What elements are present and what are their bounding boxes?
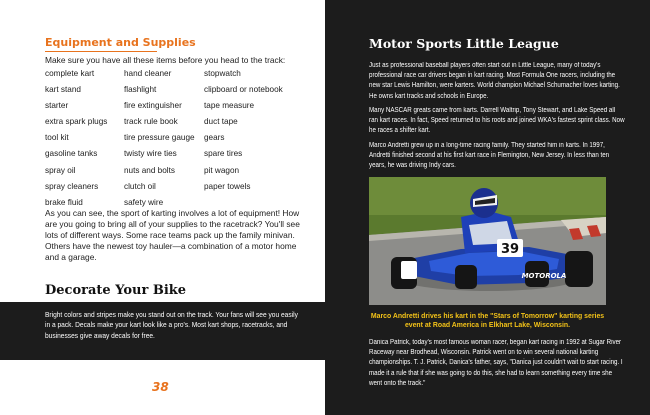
- equipment-heading: Equipment and Supplies: [45, 36, 196, 49]
- equipment-body: As you can see, the sport of karting involves a lot of equipment! How are you going to bring all of your supplies to the racetrack? You'll see lots of different ways. Some race teams pack up the family minivan. Others have the newest toy hauler—a combination of a motor home and a garage.: [45, 208, 300, 262]
- supply-item: flashlight: [124, 85, 157, 95]
- kart-number: 39: [500, 242, 520, 257]
- supply-item: stopwatch: [204, 69, 241, 78]
- decorate-body: Bright colors and stripes make you stand out on the track. Your fans will see you easily in a pack. Decals make your kart look like a pro's. Most kart shops, racetracks, and businesses give away decals for free.: [45, 310, 298, 340]
- rear-right-tire: [565, 251, 593, 287]
- supply-item: extra spark plugs: [45, 117, 108, 127]
- paragraph-andretti: Marco Andretti grew up in a long-time racing family. They started him in karts. In 1997, Andretti finished second at his first kart race in Flemington, New Jersey. In less than ten years, he was driving Indy cars.: [369, 142, 610, 170]
- paragraph-little-league: Just as professional baseball players often start out in Little League, many of today's professional race car drivers began in kart racing. Most Formula One racers, including the new star Lewis Hamilton, were karters. World champion Michael Schumacher loves karting. He owns kart tracks and schools in Europe.: [369, 62, 620, 100]
- supply-item: gears: [204, 133, 225, 143]
- photo-caption: Marco Andretti drives his kart in the "Stars of Tomorrow" karting series event at Road America in Elkhart Lake, Wisconsin.: [370, 313, 605, 330]
- supply-item: twisty wire ties: [124, 149, 177, 159]
- supply-item: complete kart: [45, 69, 95, 78]
- equipment-intro: Make sure you have all these items before you head to the track:: [45, 55, 286, 65]
- right-page: [325, 0, 650, 415]
- supply-item: fire extinguisher: [124, 101, 182, 111]
- supply-item: spare tires: [204, 149, 243, 159]
- supply-item: paper towels: [204, 181, 251, 191]
- motor-sports-heading: Motor Sports Little League: [369, 36, 559, 51]
- supply-item: kart stand: [45, 85, 81, 95]
- supply-item: pit wagon: [204, 165, 240, 175]
- page-number: 38: [152, 380, 169, 394]
- supply-item: gasoline tanks: [45, 149, 98, 159]
- supply-item: nuts and bolts: [124, 165, 175, 175]
- supply-item: spray oil: [45, 165, 76, 175]
- supply-item: spray cleaners: [45, 181, 99, 191]
- supply-item: starter: [45, 101, 69, 111]
- supply-item: safety wire: [124, 197, 164, 207]
- supply-item: tape measure: [204, 101, 255, 111]
- decorate-heading: Decorate Your Bike: [45, 283, 187, 298]
- paragraph-nascar: Many NASCAR greats came from karts. Darrell Waltrip, Tony Stewart, and Lake Speed all ran kart races. In fact, Speed returned to his roots and joined WKA's fastest sprint class. Now he races a shifter kart.: [369, 107, 625, 135]
- kart-photo: [369, 177, 606, 305]
- paragraph-danica: Danica Patrick, today's most famous woman racer, began kart racing in 1992 at Sugar River Raceway near Brodhead, Wisconsin. Patrick went on to win several national karting championships. T. J. Patrick, Danica's father, says, "Danica just couldn't wait to start racing. I made it a rule that if she was going to do this, she had to learn something every time she went onto the track.": [369, 339, 623, 387]
- supply-item: hand cleaner: [124, 69, 172, 78]
- supply-item: clutch oil: [124, 181, 156, 191]
- supply-item: track rule book: [124, 117, 178, 127]
- supply-list: [45, 66, 320, 211]
- sponsor-decal: MOTOROLA: [521, 272, 567, 280]
- supply-item: tire pressure gauge: [124, 133, 195, 143]
- equipment-heading-underline: [45, 51, 157, 52]
- supply-item: brake fluid: [45, 197, 83, 207]
- supply-item: tool kit: [45, 133, 69, 143]
- supply-item: clipboard or notebook: [204, 85, 283, 95]
- supply-item: duct tape: [204, 117, 238, 127]
